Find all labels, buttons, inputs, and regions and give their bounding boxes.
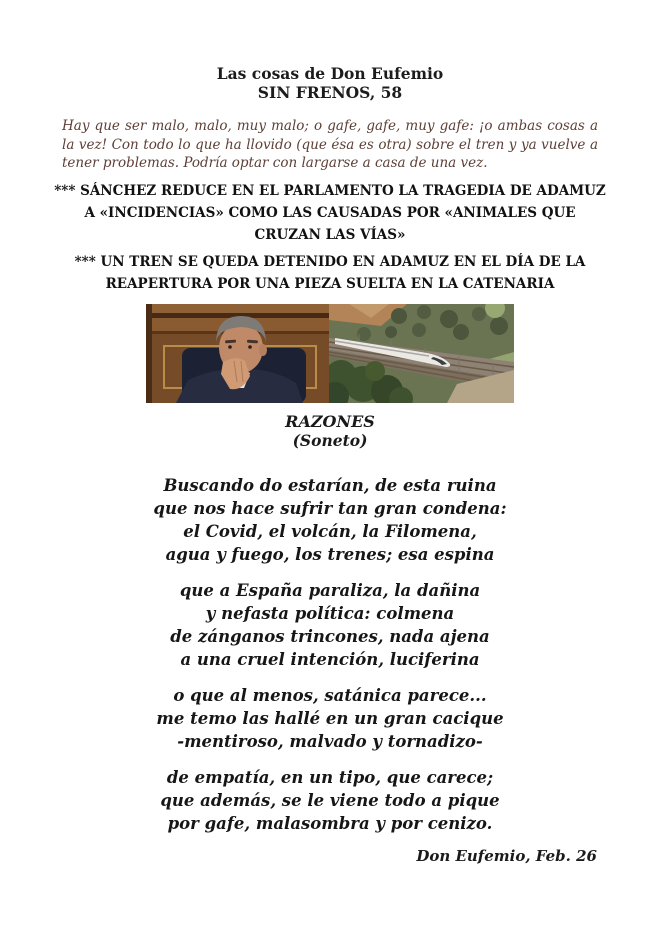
poem-line: que nos hace sufrir tan gran condena: [153, 498, 507, 518]
poem-line: que a España paraliza, la dañina [179, 580, 481, 600]
stanza-1 [0, 474, 660, 566]
train-countryside-photo [329, 304, 514, 403]
stanza-3 [0, 684, 660, 753]
poem-line: a una cruel intención, luciferina [180, 649, 480, 669]
author-signature: Don Eufemio, Feb. 26 [416, 846, 597, 865]
post-title: SIN FRENOS, 58 [257, 83, 403, 102]
poem-line: por gafe, malasombra y por cenizo. [167, 813, 493, 833]
poem-line: el Covid, el volcán, la Filomena, [183, 521, 477, 541]
poem-line: o que al menos, satánica parece... [173, 685, 487, 705]
intro-paragraph: Hay que ser malo, malo, muy malo; o gafe, gafe, muy gafe: ¡o ambas cosas a la vez! Con todo lo que ha llovido (que ésa es otra) sobre el tren y ya vuelve a tener problemas. Podría optar con largarse a casa de una vez. [62, 118, 598, 171]
poem-line: -mentiroso, malvado y tornadizo- [177, 731, 483, 751]
stanza-4 [0, 766, 660, 835]
headline-tren: *** UN TREN SE QUEDA DETENIDO EN ADAMUZ EN EL DÍA DE LA REAPERTURA POR UNA PIEZA SUELTA EN LA CATENARIA [74, 253, 586, 292]
poem-line: me temo las hallé en un gran cacique [156, 708, 504, 728]
stanza-2 [0, 579, 660, 671]
poem-line: Buscando do estarían, de esta ruina [163, 475, 497, 495]
poem-title: RAZONES [285, 411, 375, 431]
poem-line: que además, se le viene todo a pique [160, 790, 500, 810]
poem-line: de zánganos trincones, nada ajena [170, 626, 490, 646]
poem-line: de empatía, en un tipo, que carece; [166, 767, 494, 787]
page-header [0, 0, 660, 102]
photo-row [0, 304, 660, 403]
poem-line: agua y fuego, los trenes; esa espina [165, 544, 495, 564]
sanchez-parliament-photo [146, 304, 329, 403]
headline-sanchez: *** SÁNCHEZ REDUCE EN EL PARLAMENTO LA TRAGEDIA DE ADAMUZ A «INCIDENCIAS» COMO LAS CAUSADAS POR «ANIMALES QUE CRUZAN LAS VÍAS» [54, 182, 606, 243]
blog-title: Las cosas de Don Eufemio [216, 64, 444, 83]
poem-line: y nefasta política: colmena [205, 603, 455, 623]
poem-subtitle: (Soneto) [292, 430, 368, 450]
